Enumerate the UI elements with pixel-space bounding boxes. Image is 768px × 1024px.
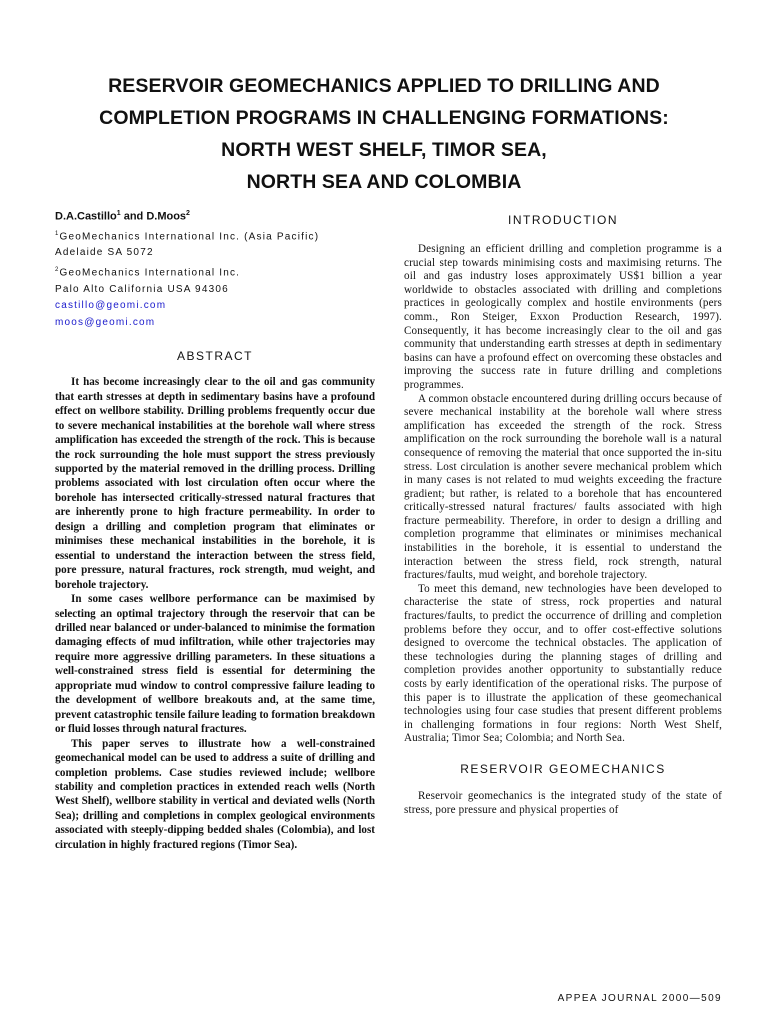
author-conjunction: and <box>120 210 147 223</box>
abstract-paragraph: In some cases wellbore performance can be maximised by selecting an optimal trajectory through the reservoir that can be drilled near balanced or under-balanced to minimise the formation damaging effects of mud infiltration, while other trajectories may require more aggressive drilling parameters. In these situations a well-constrained stress field is essential for determining the appropriate mud window to control compressive failure leading to the development of wellbore breakouts and, at the same time, prevent catastrophic tensile failure leading to formation breakdown or fluid losses through natural fractures. <box>55 593 375 736</box>
introduction-paragraph: A common obstacle encountered during drilling occurs because of severe mechanical instability at the borehole wall where stress amplification has exceeded the strength of the rock. Stress amplification on the rock surrounding the borehole wall is a natural consequence of removing the material that once supported the in-situ stress. Lost circulation is another severe mechanical problem which in many cases is not related to mud weights exceeding the fracture gradient; but rather, is related to a borehole that has encountered critically-stressed natural fractures/ faults associated with high fracture permeability. Therefore, in order to design a drilling and completion programme that eliminates or minimises mechanical instabilities in the borehole, it is essential to understand the interaction between the stress field, rock strength, natural fractures/faults, mud weight, and borehole trajectory. <box>404 392 722 582</box>
reservoir-paragraph: Reservoir geomechanics is the integrated study of the state of stress, pore pressure and physical properties of <box>404 789 722 816</box>
affiliation-line: $^1$GeoMechanics International Inc. (Asia Pacific) <box>55 230 320 242</box>
author-superscript: 2 <box>186 210 190 217</box>
affiliation-line: Palo Alto California USA 94306 <box>55 283 229 295</box>
affiliations <box>55 226 375 332</box>
affiliation-line: Adelaide SA 5072 <box>55 247 154 259</box>
title-line: NORTH SEA AND COLOMBIA <box>246 171 522 193</box>
introduction-paragraph: To meet this demand, new technologies have been developed to characterise the state of stress, rock properties and natural fractures/faults, to predict the occurrence of drilling and completion problems before they occur, and to offer cost-effective solutions designed to overcome the technical obstacles. The application of these technologies during the planning stages of drilling and completion provides another opportunity to substantially reduce costs by early identification of the operational risks. The purpose of this paper is to illustrate the application of these geomechanical technologies using four case studies that present different problems in challenging formations in four regions: North West Shelf, Australia; Timor Sea; Colombia; and North Sea. <box>404 582 722 745</box>
email-link-moos[interactable]: moos@geomi.com <box>55 316 156 328</box>
title-line: NORTH WEST SHELF, TIMOR SEA, <box>221 139 547 161</box>
author-name: D.Moos <box>146 210 187 223</box>
affiliation-superscript: 1 <box>55 230 60 237</box>
abstract-paragraph: It has become increasingly clear to the oil and gas community that earth stresses at depth in sedimentary basins have a profound effect on wellbore stability. Drilling problems frequently occur due to severe mechanical instabilities at the borehole wall where stress amplification has exceeded the strength of the rock. This is because the rock surrounding the hole must support the stress previously supported by the material removed in the drilling process. Drilling problems associated with lost circulation often occur where the borehole has intersected critically-stressed natural fractures that are inherently prone to high fracture permeability. In order to design a drilling and completion program that eliminates or minimises these mechanical instabilities in the borehole, it is essential to understand the interaction between the stress field, pore pressure, natural fractures, rock strength, mud weight, and borehole trajectory. <box>55 376 375 591</box>
author-name: D.A.Castillo <box>55 210 117 223</box>
right-column <box>404 210 722 817</box>
left-column <box>55 210 375 852</box>
affiliation-superscript: 2 <box>55 266 60 273</box>
journal-footer: APPEA JOURNAL 2000—509 <box>557 993 722 1004</box>
paper-title <box>30 70 738 198</box>
abstract-paragraph: This paper serves to illustrate how a well-constrained geomechanical model can be used to address a suite of drilling and completion problems. Case studies reviewed include; wellbore stability and completion practices in extended reach wells (North West Shelf), wellbore stability in vertical and deviated wells (North Sea); drilling and completions in complex geological environments associated with steeply-dipping bedded shales (Colombia), and lost circulation in highly fractured regions (Timor Sea). <box>55 737 375 851</box>
reservoir-geomechanics-heading: RESERVOIR GEOMECHANICS <box>460 761 666 776</box>
title-line: RESERVOIR GEOMECHANICS APPLIED TO DRILLING AND <box>108 75 660 97</box>
author-line <box>55 210 375 223</box>
author-superscript: 1 <box>116 210 121 217</box>
title-line: COMPLETION PROGRAMS IN CHALLENGING FORMATIONS: <box>99 107 669 129</box>
introduction-heading: INTRODUCTION <box>508 213 618 227</box>
introduction-paragraph: Designing an efficient drilling and completion programme is a crucial step towards minimising costs and maximising returns. The oil and gas industry loses approximately US$1 billion a year worldwide to obstacles associated with drilling and completions practices in geologically complex and hostile environments (pers comm., Ron Steiger, Exxon Production Research, 1997). Consequently, it has become increasingly clear to the oil and gas community that understanding earth stresses at depth in sedimentary basins can have a profound effect on overcoming these obstacles and improving the success rate in future drilling and completions programmes. <box>404 243 722 391</box>
abstract-heading: ABSTRACT <box>176 349 253 364</box>
email-link-castillo[interactable]: castillo@geomi.com <box>55 300 167 312</box>
affiliation-line: $^2$GeoMechanics International Inc. <box>55 266 241 279</box>
